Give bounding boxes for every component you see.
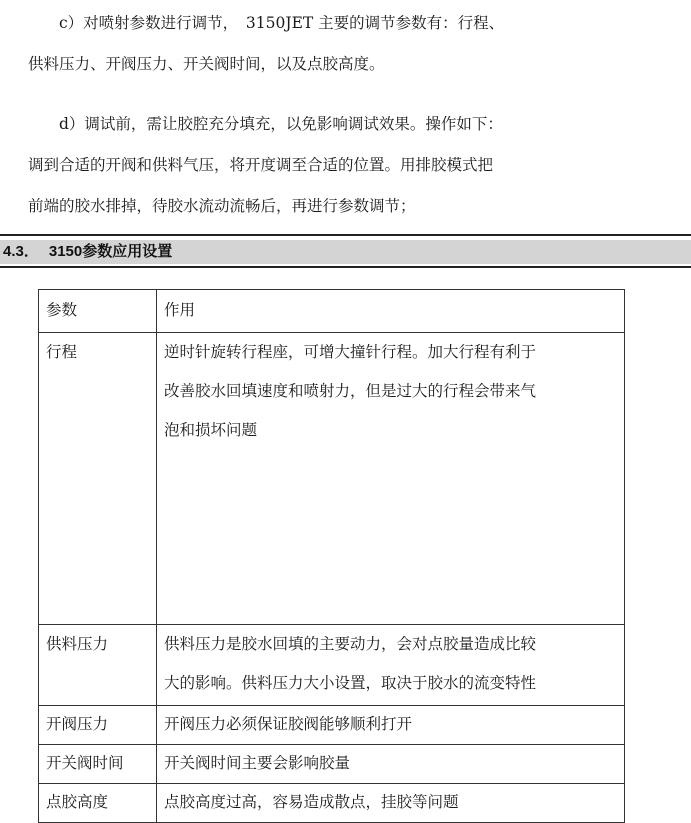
param-cell: 开阀压力 bbox=[39, 706, 157, 745]
section-number: 4.3． bbox=[3, 243, 39, 260]
table-row bbox=[39, 333, 625, 625]
function-line: 供料压力是胶水回填的主要动力，会对点胶量造成比较 bbox=[164, 635, 537, 653]
paragraph-c-line: c）对喷射参数进行调节， 3150JET 主要的调节参数有：行程、 bbox=[59, 14, 505, 32]
table-row bbox=[39, 745, 625, 784]
function-cell bbox=[157, 625, 625, 706]
function-line: 点胶高度过高，容易造成散点，挂胶等问题 bbox=[164, 793, 459, 811]
function-line: 逆时针旋转行程座，可增大撞针行程。加大行程有利于 bbox=[164, 343, 537, 361]
param-cell: 行程 bbox=[39, 333, 157, 625]
paragraph-c bbox=[28, 3, 668, 85]
paragraph-d bbox=[28, 104, 668, 227]
paragraph-d-line: 前端的胶水排掉，待胶水流动流畅后，再进行参数调节； bbox=[28, 197, 416, 215]
function-cell bbox=[157, 745, 625, 784]
table-row bbox=[39, 706, 625, 745]
function-line: 泡和损坏问题 bbox=[164, 421, 258, 439]
section-title: 3150参数应用设置 bbox=[48, 243, 173, 260]
function-line: 改善胶水回填速度和喷射力，但是过大的行程会带来气 bbox=[164, 382, 537, 400]
param-cell: 点胶高度 bbox=[39, 784, 157, 823]
function-line: 开关阀时间主要会影响胶量 bbox=[164, 754, 351, 772]
table-row bbox=[39, 625, 625, 706]
section-heading bbox=[0, 234, 691, 268]
header-function: 作用 bbox=[157, 290, 625, 333]
param-cell: 供料压力 bbox=[39, 625, 157, 706]
section-heading-text bbox=[3, 240, 172, 264]
parameter-table bbox=[38, 289, 625, 823]
paragraph-d-line: 调到合适的开阀和供料气压，将开度调至合适的位置。用排胶模式把 bbox=[28, 156, 494, 174]
function-line: 大的影响。供料压力大小设置，取决于胶水的流变特性 bbox=[164, 674, 537, 692]
function-line: 开阀压力必须保证胶阀能够顺利打开 bbox=[164, 715, 413, 733]
function-cell bbox=[157, 333, 625, 625]
param-cell: 开关阀时间 bbox=[39, 745, 157, 784]
table-header-row bbox=[39, 290, 625, 333]
header-param: 参数 bbox=[39, 290, 157, 333]
paragraph-d-line: d）调试前，需让胶腔充分填充，以免影响调试效果。操作如下： bbox=[59, 115, 503, 133]
paragraph-c-line: 供料压力、开阀压力、开关阀时间，以及点胶高度。 bbox=[28, 55, 385, 73]
function-cell bbox=[157, 706, 625, 745]
